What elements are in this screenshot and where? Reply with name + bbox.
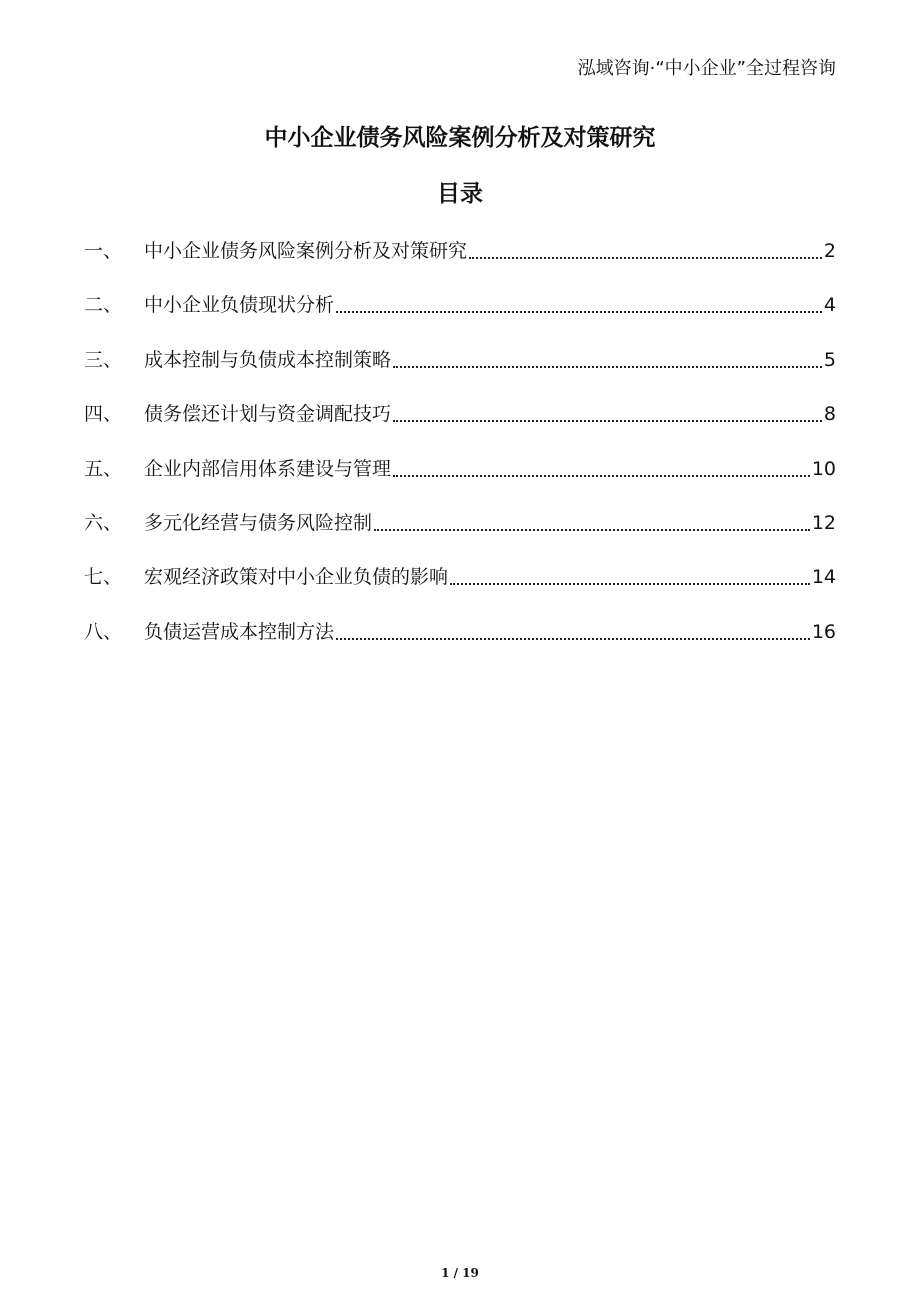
toc-entry-number: 五、 [84,457,123,480]
document-title: 中小企业债务风险案例分析及对策研究 [264,125,656,151]
toc-entry[interactable] [84,236,836,290]
toc-entry-number: 二、 [84,294,123,317]
toc-entry-number: 四、 [84,403,123,426]
toc-entry-page: 4 [823,294,836,317]
toc-entry[interactable] [84,399,836,453]
toc-entry-title: 宏观经济政策对中小企业负债的影响 [144,566,449,589]
toc-dot-leader [336,290,822,313]
toc-entry-title: 债务偿还计划与资金调配技巧 [144,403,392,426]
toc-entry-page: 10 [811,457,836,480]
table-of-contents [84,236,836,671]
toc-dot-leader [450,562,810,585]
toc-entry-title: 负债运营成本控制方法 [144,620,335,643]
toc-entry-page: 8 [823,403,836,426]
toc-entry[interactable] [84,617,836,671]
toc-dot-leader [469,236,822,259]
toc-entry-number: 八、 [84,620,123,643]
page-header: 泓域咨询·“中小企业”全过程咨询 [577,58,836,79]
toc-dot-leader [393,399,822,422]
toc-dot-leader [374,508,810,531]
page-number-indicator: 1 / 19 [441,1266,479,1280]
toc-heading: 目录 [437,181,483,207]
toc-entry-number: 七、 [84,566,123,589]
toc-dot-leader [393,345,822,368]
toc-entry[interactable] [84,562,836,616]
toc-entry-title: 企业内部信用体系建设与管理 [144,457,392,480]
toc-entry-number: 三、 [84,348,123,371]
toc-entry-title: 多元化经营与债务风险控制 [144,511,373,534]
toc-dot-leader [393,454,810,477]
toc-entry-title: 中小企业债务风险案例分析及对策研究 [144,240,468,262]
toc-entry-page: 16 [811,620,836,643]
toc-entry-page: 12 [811,511,836,534]
toc-entry-page: 2 [823,240,836,262]
toc-entry-page: 5 [823,348,836,371]
toc-entry-page: 14 [811,566,836,589]
toc-entry[interactable] [84,454,836,508]
toc-entry-title: 中小企业负债现状分析 [144,294,335,317]
toc-dot-leader [336,617,810,640]
toc-entry[interactable] [84,345,836,399]
toc-entry-number: 六、 [84,511,123,534]
toc-entry[interactable] [84,508,836,562]
toc-entry-number: 一、 [84,240,123,262]
toc-entry[interactable] [84,290,836,344]
toc-entry-title: 成本控制与负债成本控制策略 [144,348,392,371]
